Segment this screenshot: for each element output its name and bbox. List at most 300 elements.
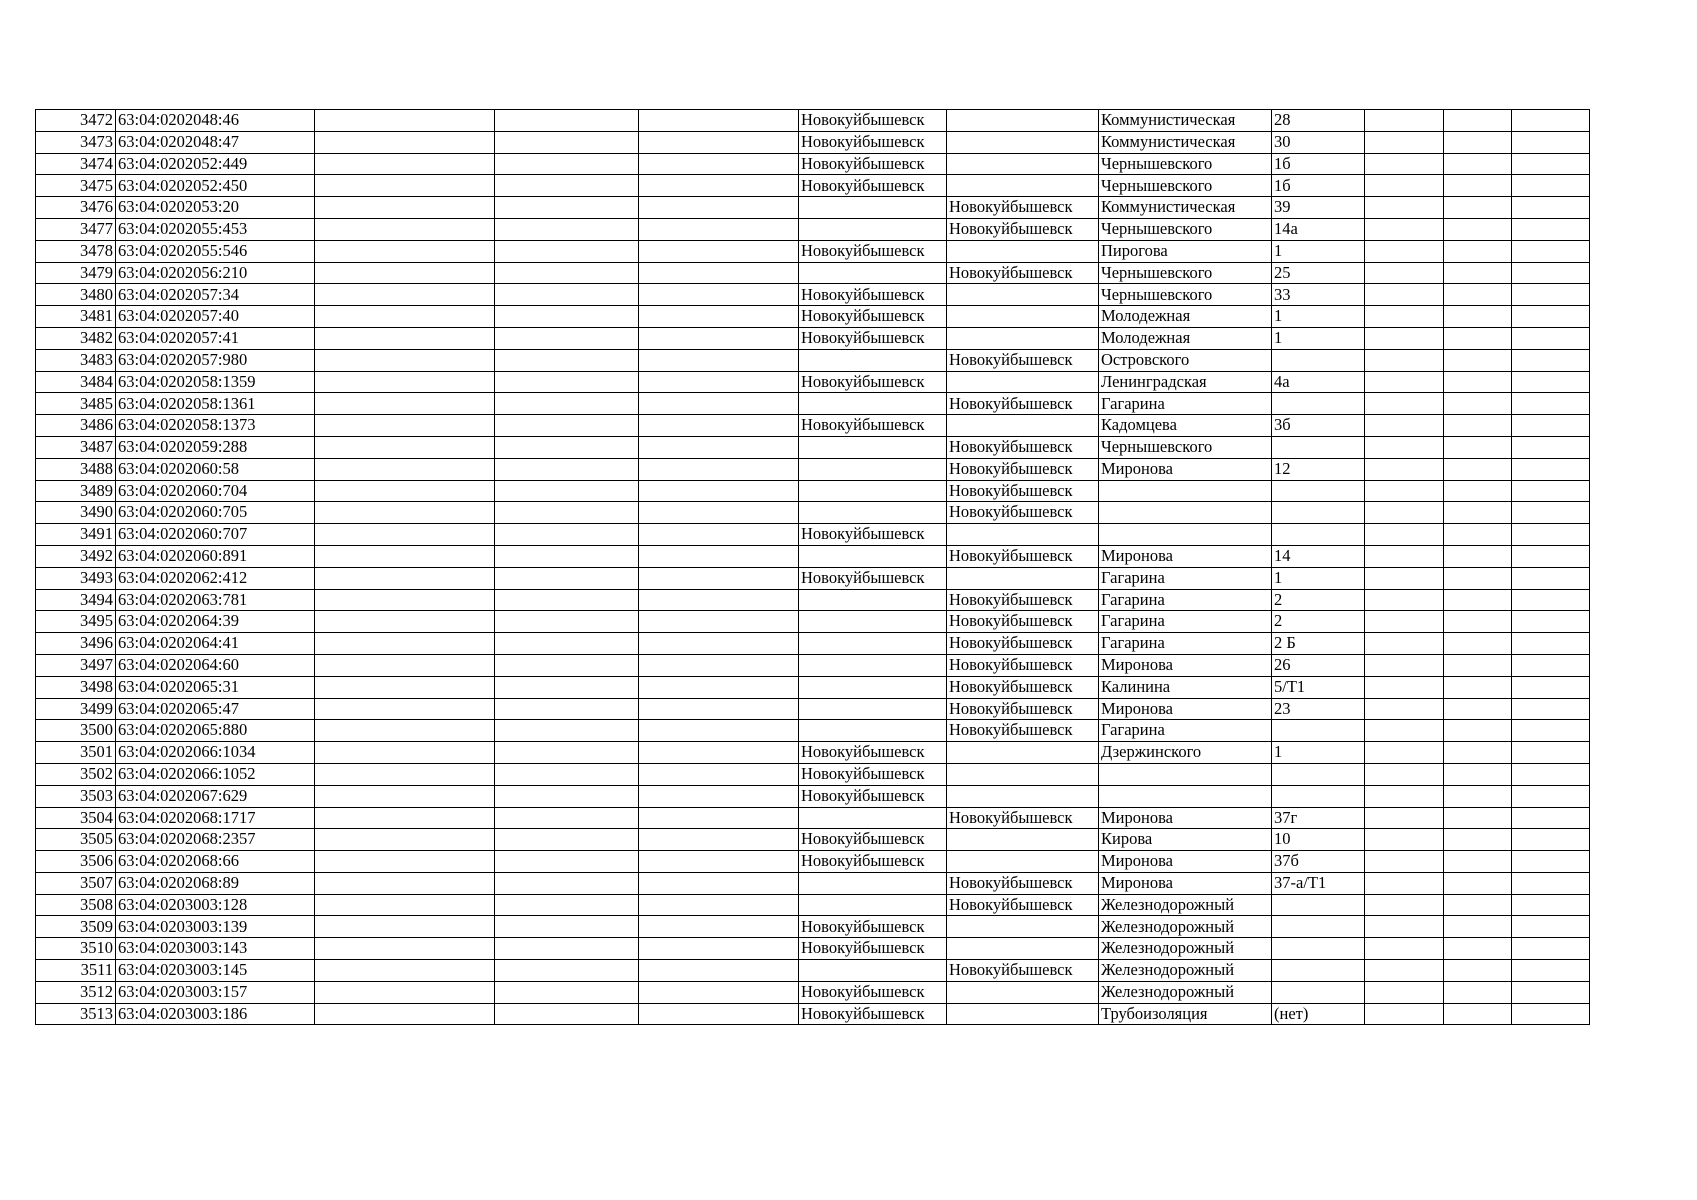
blank-cell-11 bbox=[1444, 938, 1512, 960]
blank-cell-12 bbox=[1512, 698, 1590, 720]
cadastral-number-cell: 63:04:0202052:449 bbox=[116, 153, 315, 175]
blank-cell-5 bbox=[639, 654, 799, 676]
street-cell: Кадомцева bbox=[1099, 415, 1272, 437]
city-cell: Новокуйбышевск bbox=[799, 981, 947, 1003]
table-row bbox=[36, 960, 1590, 982]
settlement-cell bbox=[947, 742, 1099, 764]
blank-cell-11 bbox=[1444, 829, 1512, 851]
street-cell: Дзержинского bbox=[1099, 742, 1272, 764]
blank-cell-3 bbox=[315, 960, 495, 982]
table-row bbox=[36, 981, 1590, 1003]
blank-cell-12 bbox=[1512, 327, 1590, 349]
city-cell bbox=[799, 807, 947, 829]
table-row bbox=[36, 524, 1590, 546]
blank-cell-11 bbox=[1444, 502, 1512, 524]
settlement-cell: Новокуйбышевск bbox=[947, 960, 1099, 982]
blank-cell-5 bbox=[639, 633, 799, 655]
blank-cell-4 bbox=[495, 916, 639, 938]
house-number-cell: 1б bbox=[1272, 153, 1365, 175]
row-number-cell: 3488 bbox=[36, 458, 116, 480]
row-number-cell: 3500 bbox=[36, 720, 116, 742]
blank-cell-11 bbox=[1444, 371, 1512, 393]
cadastral-number-cell: 63:04:0202068:89 bbox=[116, 872, 315, 894]
blank-cell-12 bbox=[1512, 763, 1590, 785]
cadastral-number-cell: 63:04:0202064:39 bbox=[116, 611, 315, 633]
blank-cell-10 bbox=[1365, 938, 1444, 960]
table-row bbox=[36, 175, 1590, 197]
blank-cell-3 bbox=[315, 654, 495, 676]
blank-cell-10 bbox=[1365, 284, 1444, 306]
blank-cell-5 bbox=[639, 545, 799, 567]
street-cell: Гагарина bbox=[1099, 633, 1272, 655]
blank-cell-3 bbox=[315, 720, 495, 742]
blank-cell-5 bbox=[639, 720, 799, 742]
blank-cell-11 bbox=[1444, 654, 1512, 676]
blank-cell-12 bbox=[1512, 981, 1590, 1003]
blank-cell-5 bbox=[639, 763, 799, 785]
settlement-cell: Новокуйбышевск bbox=[947, 611, 1099, 633]
street-cell: Миронова bbox=[1099, 545, 1272, 567]
cadastral-number-cell: 63:04:0202058:1373 bbox=[116, 415, 315, 437]
house-number-cell bbox=[1272, 785, 1365, 807]
blank-cell-5 bbox=[639, 284, 799, 306]
table-row bbox=[36, 110, 1590, 132]
blank-cell-10 bbox=[1365, 415, 1444, 437]
blank-cell-10 bbox=[1365, 872, 1444, 894]
settlement-cell bbox=[947, 327, 1099, 349]
blank-cell-5 bbox=[639, 458, 799, 480]
blank-cell-11 bbox=[1444, 349, 1512, 371]
blank-cell-11 bbox=[1444, 110, 1512, 132]
cadastral-number-cell: 63:04:0203003:145 bbox=[116, 960, 315, 982]
blank-cell-10 bbox=[1365, 262, 1444, 284]
cadastral-number-cell: 63:04:0202057:41 bbox=[116, 327, 315, 349]
blank-cell-4 bbox=[495, 894, 639, 916]
blank-cell-5 bbox=[639, 742, 799, 764]
table-row bbox=[36, 480, 1590, 502]
cadastral-number-cell: 63:04:0203003:157 bbox=[116, 981, 315, 1003]
blank-cell-11 bbox=[1444, 960, 1512, 982]
row-number-cell: 3492 bbox=[36, 545, 116, 567]
city-cell bbox=[799, 436, 947, 458]
settlement-cell: Новокуйбышевск bbox=[947, 545, 1099, 567]
blank-cell-11 bbox=[1444, 633, 1512, 655]
table-row bbox=[36, 458, 1590, 480]
house-number-cell bbox=[1272, 894, 1365, 916]
blank-cell-5 bbox=[639, 938, 799, 960]
row-number-cell: 3472 bbox=[36, 110, 116, 132]
blank-cell-5 bbox=[639, 262, 799, 284]
row-number-cell: 3507 bbox=[36, 872, 116, 894]
city-cell: Новокуйбышевск bbox=[799, 153, 947, 175]
blank-cell-12 bbox=[1512, 785, 1590, 807]
blank-cell-4 bbox=[495, 306, 639, 328]
blank-cell-10 bbox=[1365, 894, 1444, 916]
blank-cell-3 bbox=[315, 611, 495, 633]
street-cell bbox=[1099, 763, 1272, 785]
street-cell bbox=[1099, 785, 1272, 807]
settlement-cell bbox=[947, 175, 1099, 197]
blank-cell-4 bbox=[495, 807, 639, 829]
house-number-cell: 2 bbox=[1272, 589, 1365, 611]
row-number-cell: 3501 bbox=[36, 742, 116, 764]
house-number-cell: 25 bbox=[1272, 262, 1365, 284]
house-number-cell: 14а bbox=[1272, 218, 1365, 240]
cadastral-number-cell: 63:04:0202060:58 bbox=[116, 458, 315, 480]
row-number-cell: 3513 bbox=[36, 1003, 116, 1025]
blank-cell-10 bbox=[1365, 175, 1444, 197]
cadastral-number-cell: 63:04:0202068:66 bbox=[116, 851, 315, 873]
house-number-cell: (нет) bbox=[1272, 1003, 1365, 1025]
street-cell: Пирогова bbox=[1099, 240, 1272, 262]
cadastral-number-cell: 63:04:0203003:139 bbox=[116, 916, 315, 938]
blank-cell-12 bbox=[1512, 218, 1590, 240]
blank-cell-4 bbox=[495, 611, 639, 633]
row-number-cell: 3477 bbox=[36, 218, 116, 240]
table-row bbox=[36, 611, 1590, 633]
city-cell bbox=[799, 633, 947, 655]
street-cell: Чернышевского bbox=[1099, 153, 1272, 175]
house-number-cell bbox=[1272, 720, 1365, 742]
settlement-cell bbox=[947, 938, 1099, 960]
table-row bbox=[36, 153, 1590, 175]
blank-cell-5 bbox=[639, 218, 799, 240]
settlement-cell: Новокуйбышевск bbox=[947, 720, 1099, 742]
cadastral-number-cell: 63:04:0202058:1359 bbox=[116, 371, 315, 393]
city-cell: Новокуйбышевск bbox=[799, 110, 947, 132]
blank-cell-4 bbox=[495, 698, 639, 720]
blank-cell-10 bbox=[1365, 131, 1444, 153]
blank-cell-11 bbox=[1444, 851, 1512, 873]
settlement-cell bbox=[947, 524, 1099, 546]
cadastral-number-cell: 63:04:0202058:1361 bbox=[116, 393, 315, 415]
city-cell: Новокуйбышевск bbox=[799, 851, 947, 873]
settlement-cell bbox=[947, 1003, 1099, 1025]
blank-cell-4 bbox=[495, 524, 639, 546]
row-number-cell: 3479 bbox=[36, 262, 116, 284]
blank-cell-10 bbox=[1365, 960, 1444, 982]
street-cell: Молодежная bbox=[1099, 306, 1272, 328]
blank-cell-4 bbox=[495, 981, 639, 1003]
blank-cell-4 bbox=[495, 262, 639, 284]
blank-cell-11 bbox=[1444, 981, 1512, 1003]
blank-cell-5 bbox=[639, 349, 799, 371]
blank-cell-3 bbox=[315, 567, 495, 589]
blank-cell-3 bbox=[315, 589, 495, 611]
house-number-cell: 12 bbox=[1272, 458, 1365, 480]
house-number-cell bbox=[1272, 349, 1365, 371]
blank-cell-12 bbox=[1512, 676, 1590, 698]
settlement-cell: Новокуйбышевск bbox=[947, 654, 1099, 676]
blank-cell-4 bbox=[495, 960, 639, 982]
house-number-cell: 1 bbox=[1272, 567, 1365, 589]
blank-cell-10 bbox=[1365, 851, 1444, 873]
cadastral-number-cell: 63:04:0202057:34 bbox=[116, 284, 315, 306]
row-number-cell: 3484 bbox=[36, 371, 116, 393]
cadastral-number-cell: 63:04:0202066:1052 bbox=[116, 763, 315, 785]
house-number-cell: 14 bbox=[1272, 545, 1365, 567]
settlement-cell: Новокуйбышевск bbox=[947, 807, 1099, 829]
blank-cell-12 bbox=[1512, 197, 1590, 219]
blank-cell-3 bbox=[315, 742, 495, 764]
blank-cell-5 bbox=[639, 981, 799, 1003]
table-row bbox=[36, 327, 1590, 349]
cadastral-number-cell: 63:04:0203003:128 bbox=[116, 894, 315, 916]
blank-cell-5 bbox=[639, 327, 799, 349]
city-cell: Новокуйбышевск bbox=[799, 306, 947, 328]
blank-cell-11 bbox=[1444, 415, 1512, 437]
blank-cell-3 bbox=[315, 284, 495, 306]
blank-cell-4 bbox=[495, 633, 639, 655]
city-cell bbox=[799, 720, 947, 742]
blank-cell-11 bbox=[1444, 785, 1512, 807]
blank-cell-3 bbox=[315, 1003, 495, 1025]
blank-cell-10 bbox=[1365, 480, 1444, 502]
house-number-cell: 1 bbox=[1272, 742, 1365, 764]
street-cell: Коммунистическая bbox=[1099, 131, 1272, 153]
blank-cell-4 bbox=[495, 480, 639, 502]
settlement-cell: Новокуйбышевск bbox=[947, 589, 1099, 611]
street-cell: Чернышевского bbox=[1099, 218, 1272, 240]
house-number-cell: 10 bbox=[1272, 829, 1365, 851]
house-number-cell: 37г bbox=[1272, 807, 1365, 829]
street-cell: Коммунистическая bbox=[1099, 110, 1272, 132]
blank-cell-12 bbox=[1512, 894, 1590, 916]
blank-cell-12 bbox=[1512, 393, 1590, 415]
house-number-cell: 2 Б bbox=[1272, 633, 1365, 655]
blank-cell-10 bbox=[1365, 763, 1444, 785]
row-number-cell: 3512 bbox=[36, 981, 116, 1003]
blank-cell-5 bbox=[639, 415, 799, 437]
blank-cell-11 bbox=[1444, 916, 1512, 938]
cadastral-number-cell: 63:04:0202060:705 bbox=[116, 502, 315, 524]
blank-cell-5 bbox=[639, 153, 799, 175]
blank-cell-10 bbox=[1365, 1003, 1444, 1025]
house-number-cell: 1 bbox=[1272, 306, 1365, 328]
city-cell bbox=[799, 393, 947, 415]
settlement-cell: Новокуйбышевск bbox=[947, 502, 1099, 524]
house-number-cell bbox=[1272, 502, 1365, 524]
city-cell bbox=[799, 960, 947, 982]
street-cell bbox=[1099, 524, 1272, 546]
blank-cell-12 bbox=[1512, 960, 1590, 982]
blank-cell-11 bbox=[1444, 567, 1512, 589]
blank-cell-5 bbox=[639, 829, 799, 851]
street-cell: Железнодорожный bbox=[1099, 894, 1272, 916]
blank-cell-11 bbox=[1444, 197, 1512, 219]
house-number-cell bbox=[1272, 960, 1365, 982]
blank-cell-11 bbox=[1444, 131, 1512, 153]
blank-cell-5 bbox=[639, 960, 799, 982]
blank-cell-11 bbox=[1444, 763, 1512, 785]
blank-cell-10 bbox=[1365, 807, 1444, 829]
street-cell: Железнодорожный bbox=[1099, 916, 1272, 938]
blank-cell-10 bbox=[1365, 698, 1444, 720]
blank-cell-10 bbox=[1365, 327, 1444, 349]
cadastral-number-cell: 63:04:0202055:453 bbox=[116, 218, 315, 240]
row-number-cell: 3487 bbox=[36, 436, 116, 458]
city-cell: Новокуйбышевск bbox=[799, 785, 947, 807]
blank-cell-5 bbox=[639, 240, 799, 262]
blank-cell-12 bbox=[1512, 110, 1590, 132]
street-cell: Железнодорожный bbox=[1099, 938, 1272, 960]
blank-cell-12 bbox=[1512, 611, 1590, 633]
settlement-cell bbox=[947, 131, 1099, 153]
house-number-cell bbox=[1272, 981, 1365, 1003]
blank-cell-4 bbox=[495, 110, 639, 132]
row-number-cell: 3482 bbox=[36, 327, 116, 349]
row-number-cell: 3498 bbox=[36, 676, 116, 698]
cadastral-number-cell: 63:04:0202059:288 bbox=[116, 436, 315, 458]
house-number-cell: 1 bbox=[1272, 327, 1365, 349]
blank-cell-4 bbox=[495, 545, 639, 567]
city-cell: Новокуйбышевск bbox=[799, 131, 947, 153]
blank-cell-5 bbox=[639, 393, 799, 415]
blank-cell-4 bbox=[495, 829, 639, 851]
row-number-cell: 3502 bbox=[36, 763, 116, 785]
settlement-cell: Новокуйбышевск bbox=[947, 633, 1099, 655]
blank-cell-4 bbox=[495, 284, 639, 306]
table-row bbox=[36, 349, 1590, 371]
blank-cell-3 bbox=[315, 676, 495, 698]
settlement-cell bbox=[947, 371, 1099, 393]
table-row bbox=[36, 720, 1590, 742]
blank-cell-3 bbox=[315, 894, 495, 916]
table-row bbox=[36, 763, 1590, 785]
cadastral-number-cell: 63:04:0202048:47 bbox=[116, 131, 315, 153]
house-number-cell: 33 bbox=[1272, 284, 1365, 306]
blank-cell-10 bbox=[1365, 829, 1444, 851]
house-number-cell: 30 bbox=[1272, 131, 1365, 153]
blank-cell-4 bbox=[495, 458, 639, 480]
street-cell: Гагарина bbox=[1099, 720, 1272, 742]
settlement-cell: Новокуйбышевск bbox=[947, 197, 1099, 219]
house-number-cell: 4а bbox=[1272, 371, 1365, 393]
street-cell: Трубоизоляция bbox=[1099, 1003, 1272, 1025]
blank-cell-3 bbox=[315, 393, 495, 415]
row-number-cell: 3496 bbox=[36, 633, 116, 655]
house-number-cell bbox=[1272, 524, 1365, 546]
house-number-cell: 1б bbox=[1272, 175, 1365, 197]
blank-cell-12 bbox=[1512, 262, 1590, 284]
city-cell bbox=[799, 654, 947, 676]
blank-cell-12 bbox=[1512, 829, 1590, 851]
cadastral-number-cell: 63:04:0202052:450 bbox=[116, 175, 315, 197]
row-number-cell: 3494 bbox=[36, 589, 116, 611]
blank-cell-12 bbox=[1512, 284, 1590, 306]
row-number-cell: 3473 bbox=[36, 131, 116, 153]
settlement-cell bbox=[947, 153, 1099, 175]
settlement-cell bbox=[947, 284, 1099, 306]
blank-cell-4 bbox=[495, 742, 639, 764]
street-cell: Коммунистическая bbox=[1099, 197, 1272, 219]
cadastral-number-cell: 63:04:0202064:41 bbox=[116, 633, 315, 655]
row-number-cell: 3505 bbox=[36, 829, 116, 851]
settlement-cell: Новокуйбышевск bbox=[947, 698, 1099, 720]
table-row bbox=[36, 872, 1590, 894]
street-cell: Миронова bbox=[1099, 872, 1272, 894]
city-cell: Новокуйбышевск bbox=[799, 938, 947, 960]
street-cell: Кирова bbox=[1099, 829, 1272, 851]
table-row bbox=[36, 698, 1590, 720]
cadastral-number-cell: 63:04:0202066:1034 bbox=[116, 742, 315, 764]
blank-cell-3 bbox=[315, 698, 495, 720]
city-cell bbox=[799, 218, 947, 240]
blank-cell-4 bbox=[495, 720, 639, 742]
row-number-cell: 3475 bbox=[36, 175, 116, 197]
blank-cell-12 bbox=[1512, 436, 1590, 458]
table-row bbox=[36, 502, 1590, 524]
blank-cell-10 bbox=[1365, 785, 1444, 807]
blank-cell-4 bbox=[495, 654, 639, 676]
street-cell: Гагарина bbox=[1099, 393, 1272, 415]
row-number-cell: 3508 bbox=[36, 894, 116, 916]
table-row bbox=[36, 284, 1590, 306]
blank-cell-12 bbox=[1512, 589, 1590, 611]
blank-cell-12 bbox=[1512, 371, 1590, 393]
blank-cell-3 bbox=[315, 633, 495, 655]
blank-cell-5 bbox=[639, 197, 799, 219]
row-number-cell: 3511 bbox=[36, 960, 116, 982]
table-row bbox=[36, 567, 1590, 589]
registry-table bbox=[35, 109, 1590, 1025]
blank-cell-10 bbox=[1365, 306, 1444, 328]
settlement-cell bbox=[947, 851, 1099, 873]
blank-cell-4 bbox=[495, 393, 639, 415]
blank-cell-11 bbox=[1444, 306, 1512, 328]
table-row bbox=[36, 589, 1590, 611]
settlement-cell bbox=[947, 240, 1099, 262]
cadastral-number-cell: 63:04:0202065:880 bbox=[116, 720, 315, 742]
blank-cell-3 bbox=[315, 807, 495, 829]
blank-cell-5 bbox=[639, 916, 799, 938]
row-number-cell: 3480 bbox=[36, 284, 116, 306]
blank-cell-12 bbox=[1512, 807, 1590, 829]
city-cell: Новокуйбышевск bbox=[799, 327, 947, 349]
table-row bbox=[36, 306, 1590, 328]
city-cell bbox=[799, 458, 947, 480]
blank-cell-5 bbox=[639, 567, 799, 589]
blank-cell-12 bbox=[1512, 938, 1590, 960]
city-cell bbox=[799, 872, 947, 894]
blank-cell-11 bbox=[1444, 175, 1512, 197]
blank-cell-3 bbox=[315, 524, 495, 546]
settlement-cell: Новокуйбышевск bbox=[947, 262, 1099, 284]
settlement-cell bbox=[947, 829, 1099, 851]
row-number-cell: 3504 bbox=[36, 807, 116, 829]
blank-cell-12 bbox=[1512, 153, 1590, 175]
row-number-cell: 3486 bbox=[36, 415, 116, 437]
blank-cell-4 bbox=[495, 240, 639, 262]
blank-cell-10 bbox=[1365, 502, 1444, 524]
row-number-cell: 3478 bbox=[36, 240, 116, 262]
cadastral-number-cell: 63:04:0202068:2357 bbox=[116, 829, 315, 851]
row-number-cell: 3491 bbox=[36, 524, 116, 546]
table-row bbox=[36, 415, 1590, 437]
house-number-cell bbox=[1272, 916, 1365, 938]
row-number-cell: 3493 bbox=[36, 567, 116, 589]
blank-cell-4 bbox=[495, 589, 639, 611]
city-cell: Новокуйбышевск bbox=[799, 284, 947, 306]
settlement-cell bbox=[947, 916, 1099, 938]
street-cell: Железнодорожный bbox=[1099, 960, 1272, 982]
blank-cell-11 bbox=[1444, 807, 1512, 829]
blank-cell-12 bbox=[1512, 567, 1590, 589]
street-cell bbox=[1099, 502, 1272, 524]
blank-cell-4 bbox=[495, 175, 639, 197]
table-row bbox=[36, 197, 1590, 219]
blank-cell-11 bbox=[1444, 698, 1512, 720]
